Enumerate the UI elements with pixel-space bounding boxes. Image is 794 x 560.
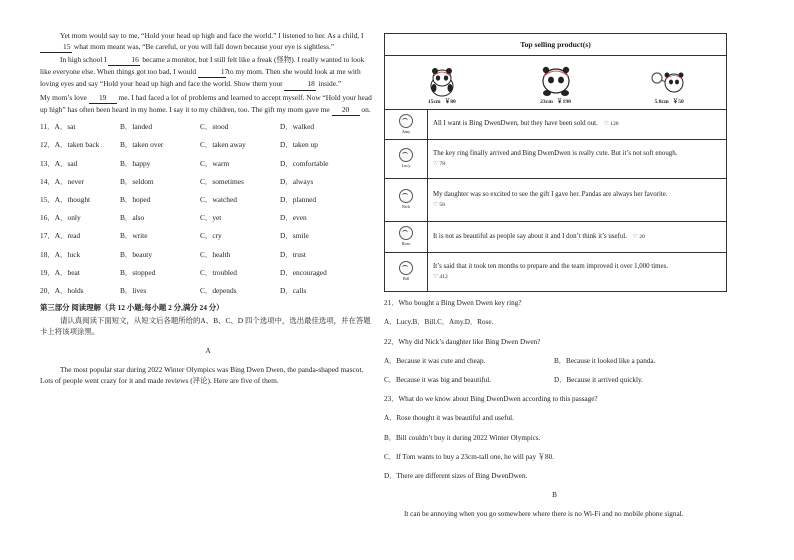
product-size: 5.8cm [654, 98, 669, 105]
question-22-options-cd [384, 371, 725, 390]
product-price: ￥50 [672, 98, 684, 105]
reviewer [385, 222, 428, 252]
avatar-icon [399, 189, 413, 203]
blank-17: 17 [198, 66, 226, 78]
like-count: ♡ 20 [632, 233, 645, 240]
reviewer-name: Amy [401, 128, 411, 134]
option-c: C．warm [200, 158, 230, 168]
products-row [385, 55, 726, 109]
panda-mascot-icon [425, 66, 459, 98]
reviewer-name: Rose [401, 241, 411, 247]
passage-text: me. I had faced a lot of problems and learned to accept myself. Now “Hold your head up high” has often been heard in my home. I say it to my children, too. The gift my mom gave me [40, 92, 372, 114]
option-b: B．Because it looked like a panda. [554, 356, 656, 365]
product-2 [499, 56, 613, 109]
option-b: B．Bill. [412, 318, 438, 327]
option-d: D．even [280, 213, 307, 223]
section-heading: 第三部分 阅读理解（共 12 小题;每小题 2 分,满分 24 分） [40, 302, 224, 312]
product-size: 23cm [540, 98, 553, 105]
question-23: 23．What do we know about Bing DwenDwen according to this passage? [384, 395, 598, 404]
review-content [428, 110, 726, 139]
blank-16: 16 [108, 54, 140, 66]
review-text: It is not as beautiful as people say about it and I don’t think it’s useful. [433, 232, 627, 240]
passage-text: My mom’s love [40, 92, 87, 102]
option-b: B．lives [120, 285, 147, 295]
option-d: D．walked [280, 122, 315, 132]
passage-text: to my mom. Then she would look at me with loving eyes and say “Hold your head up high and face the world. Show them your [40, 67, 361, 89]
passage-paragraph-2 [40, 54, 376, 90]
review-text: All I want is Bing DwenDwen, but they have been sold out. [433, 120, 598, 128]
option-a: 19．A．beat [40, 267, 80, 277]
option-d: D．Rose. [464, 318, 494, 327]
option-a: 18．A．luck [40, 249, 81, 259]
review-content [428, 222, 726, 252]
like-count: ♡ 120 [603, 121, 619, 128]
option-a: 12．A．taken back [40, 140, 100, 150]
reviewer-name: Nick [401, 204, 411, 210]
reviewer-name: Bill [402, 276, 410, 282]
option-b: B．hoped [120, 195, 151, 205]
like-count: ♡ 56 [433, 202, 446, 209]
option-b: B．write [120, 231, 148, 241]
option-d: D．taken up [280, 140, 318, 150]
reviewer [385, 179, 428, 221]
option-a: 14．A．never [40, 176, 84, 186]
option-b: B．happy [120, 158, 151, 168]
option-b: B．beauty [120, 249, 153, 259]
review-content [428, 253, 726, 291]
option-c: C．If Tom wants to buy a 23cm-tall one, he will pay ￥80. [384, 452, 555, 461]
option-row [40, 227, 376, 245]
option-a: 13．A．sad [40, 158, 78, 168]
options-list [40, 118, 376, 300]
passage-text: became a monitor, but I still felt like a freak (怪物). I really wanted to look like everyone else. When things got too bad, I would [40, 55, 365, 77]
option-a: A．Lucy. [384, 318, 413, 327]
option-a: 16．A．only [40, 213, 81, 223]
product-3 [612, 56, 726, 109]
passage-b-intro: It can be annoying when you go somewhere where there is no Wi-Fi and no mobile phone signal. [404, 510, 684, 519]
review-row [385, 109, 726, 139]
blank-18: 18 [284, 78, 316, 90]
like-count: ♡ 78 [433, 161, 446, 168]
review-content [428, 140, 726, 178]
option-b: B．also [120, 213, 145, 223]
option-d: D．planned [280, 195, 317, 205]
review-row [385, 139, 726, 178]
passage-text: In high school I [60, 55, 107, 65]
passage-a-intro: The most popular star during 2022 Winter Olympics was Bing Dwen Dwen, the panda-shaped mascot. Lots of people went crazy for it and made reviews (评论). Here are five of them. [40, 365, 364, 386]
option-b: B．taken over [120, 140, 164, 150]
questions [384, 294, 725, 524]
option-b: B．landed [120, 122, 153, 132]
option-d: D．calls [280, 285, 307, 295]
blank-15: 15 [40, 41, 72, 53]
product-price: ￥80 [444, 98, 456, 105]
option-c: C．taken away [200, 140, 246, 150]
passage-letter-b: B [552, 491, 557, 500]
option-a: 15．A．thought [40, 195, 91, 205]
option-a: A．Rose thought it was beautiful and useful. [384, 414, 514, 423]
review-row [385, 221, 726, 252]
passage-text: Yet mom would say to me, “Hold your head up high and face the world.” I listened to her. As a child, I [60, 31, 364, 40]
product-1 [385, 56, 499, 109]
option-a: 11．A．sat [40, 122, 76, 132]
passage-text: on. [361, 104, 371, 114]
option-d: D．There are different sizes of Bing DwenDwen. [384, 471, 528, 480]
option-d: D．encouraged [280, 267, 327, 277]
option-c: C．yet [200, 213, 222, 223]
passage-letter-a: A [205, 345, 211, 355]
reviewer [385, 110, 428, 139]
reviews-table [384, 33, 727, 292]
avatar-icon [399, 226, 413, 240]
option-c: C．Because it was big and beautiful. [384, 375, 491, 384]
review-row [385, 252, 726, 291]
option-d: D．smile [280, 231, 309, 241]
option-a: 20．A．holds [40, 285, 84, 295]
product-price: ￥190 [556, 98, 571, 105]
option-d: D．always [280, 176, 314, 186]
passage-paragraph-1 [40, 30, 376, 53]
review-text: The key ring finally arrived and Bing DwenDwen is really cute. But it’s not soft enough. [433, 150, 678, 158]
option-row [40, 209, 376, 227]
option-c: C．watched [200, 195, 237, 205]
passage-paragraph-3 [40, 92, 376, 116]
panda-keyring-icon [649, 66, 689, 98]
option-row [40, 136, 376, 154]
right-column [384, 33, 725, 524]
avatar-icon [399, 261, 413, 275]
option-c: C．health [200, 249, 231, 259]
question-22: 22．Why did Nick’s daughter like Bing Dwen Dwen? [384, 337, 541, 346]
option-row [40, 118, 376, 136]
blank-19: 19 [89, 92, 117, 104]
avatar-icon [399, 148, 413, 162]
option-c: C．Amy. [437, 318, 465, 327]
avatar-icon [399, 114, 413, 128]
option-c: C．stood [200, 122, 229, 132]
option-d: D．comfortable [280, 158, 329, 168]
option-a: 17．A．read [40, 231, 81, 241]
passage-text: inside.” [318, 79, 342, 89]
blank-20: 20 [332, 104, 360, 116]
review-text: My daughter was so excited to see the gift I gave her. Pandas are always her favorite. [433, 191, 668, 199]
option-row [40, 154, 376, 172]
question-22-options-ab [384, 352, 725, 371]
option-row [40, 281, 376, 299]
option-c: C．depends [200, 285, 237, 295]
option-c: C．troubled [200, 267, 237, 277]
option-c: C．cry [200, 231, 222, 241]
option-row [40, 245, 376, 263]
option-d: D．Because it arrived quickly. [554, 375, 643, 384]
product-size: 15cm [427, 98, 441, 105]
option-c: C．sometimes [200, 176, 244, 186]
reviewer [385, 140, 428, 178]
review-text: It’s said that it took ten months to prepare and the team improved it over 1,000 times. [433, 263, 668, 271]
section-instruction: 请认真阅读下面短文，从短文后各题所给的A、B、C、D 四个选项中，选出最佳选项，并在答题卡上将该项涂黑。 [40, 315, 371, 336]
reviewer-name: Lucy [401, 163, 411, 169]
passage-text: what mom meant was, “Be careful, or you will fall down because your eye is sightless.” [73, 42, 335, 52]
option-a: A．Because it was cute and cheap. [384, 356, 486, 365]
reviewer [385, 253, 428, 291]
option-row [40, 172, 376, 190]
table-title: Top selling product(s) [520, 39, 591, 49]
option-b: B．stopped [120, 267, 156, 277]
option-b: B．Bill couldn’t buy it during 2022 Winter Olympics. [384, 433, 541, 442]
like-count: ♡ 412 [433, 274, 448, 281]
option-b: B．seldom [120, 176, 154, 186]
question-21: 21．Who bought a Bing Dwen Dwen key ring? [384, 299, 522, 308]
option-row [40, 191, 376, 209]
review-content [428, 179, 726, 221]
left-column [40, 30, 376, 386]
question-21-options [384, 313, 725, 332]
panda-mascot-icon [538, 66, 574, 98]
option-d: D．trust [280, 249, 306, 259]
option-row [40, 263, 376, 281]
review-row [385, 178, 726, 221]
